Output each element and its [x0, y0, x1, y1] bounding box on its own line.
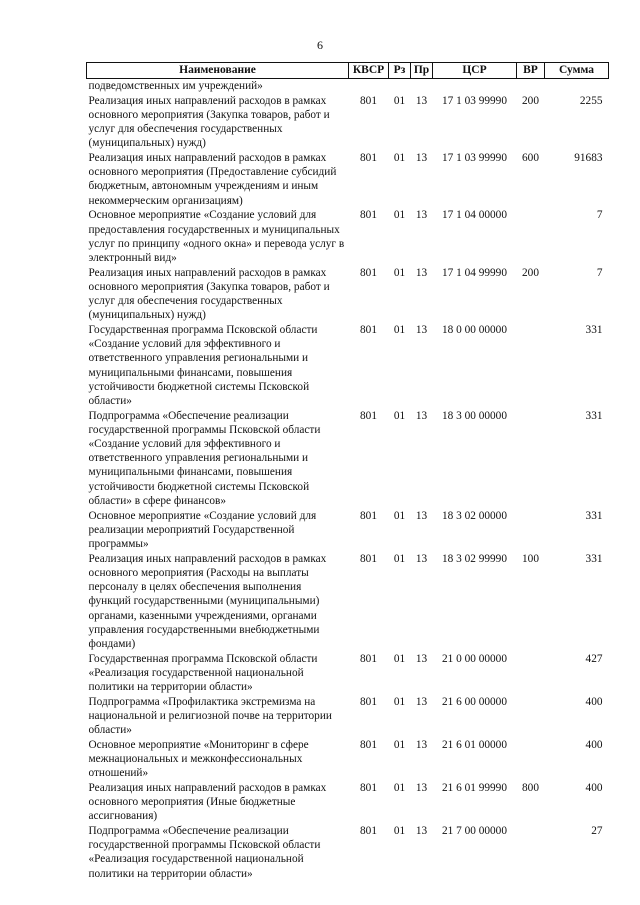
cell-kvsr: 801 [360, 323, 377, 336]
cell-pr: 13 [415, 266, 428, 279]
cell-vr [517, 652, 545, 695]
cell-pr: 13 [415, 695, 428, 708]
cell-pr: 13 [415, 209, 428, 222]
cell-sum: 427 [585, 652, 603, 665]
cell-name: Государственная программа Псковской области «Реализация государственной национальной политики на территории области» [88, 652, 318, 694]
cell-vr [517, 509, 545, 552]
cell-name: Подпрограмма «Профилактика экстремизма на национальной и религиозной почве на территории области» [88, 695, 332, 737]
cell-rz: 01 [393, 695, 406, 708]
cell-rz: 01 [393, 781, 406, 794]
cell-rz: 01 [393, 266, 406, 279]
cell-pr: 13 [415, 652, 428, 665]
cell-kvsr: 801 [360, 738, 377, 751]
cell-vr [517, 323, 545, 409]
table-row [87, 781, 609, 824]
cell-sum: 7 [596, 209, 603, 222]
table-row [87, 738, 609, 781]
cell-vr [517, 409, 545, 509]
cell-name: Подпрограмма «Обеспечение реализации государственной программы Псковской области «Реализация государственной национальной политики на территории области» [88, 825, 321, 880]
cell-rz: 01 [393, 825, 406, 838]
cell-kvsr: 801 [360, 695, 377, 708]
cell-csr: 17 1 03 99990 [442, 152, 507, 165]
cell-sum: 400 [585, 738, 603, 751]
cell-kvsr: 801 [360, 552, 377, 565]
cell-name: Реализация иных направлений расходов в рамках основного мероприятия (Закупка товаров, работ и услуг для обеспечения государственных (муниципальных) нужд) [88, 94, 330, 150]
cell-name: Подпрограмма «Обеспечение реализации государственной программы Псковской области «Создание условий для эффективного и ответственного управления региональными и муниципальными финансами, повышения устойчивости бюджетной системы Псковской области» в сфере финансов» [88, 409, 321, 507]
cell-vr [517, 79, 545, 94]
cell-kvsr: 801 [360, 509, 377, 522]
table-row [87, 208, 609, 265]
cell-vr: 600 [522, 152, 539, 165]
cell-name: Реализация иных направлений расходов в рамках основного мероприятия (Иные бюджетные ассигнования) [88, 781, 327, 823]
table-row [87, 79, 609, 94]
cell-csr [433, 79, 517, 94]
cell-kvsr: 801 [360, 266, 377, 279]
table-row [87, 824, 609, 881]
cell-rz: 01 [393, 94, 406, 107]
cell-kvsr: 801 [360, 209, 377, 222]
table-body [87, 79, 609, 882]
page-number: 6 [317, 38, 323, 52]
cell-vr [517, 824, 545, 881]
cell-vr [517, 695, 545, 738]
cell-name: Реализация иных направлений расходов в рамках основного мероприятия (Расходы на выплаты персоналу в целях обеспечения выполнения функций государственными (муниципальными) органами, казенными учреждениями, органами управления государственными внебюджетными фондами) [88, 552, 327, 650]
table-row [87, 509, 609, 552]
header-csr: ЦСР [433, 63, 517, 79]
cell-name: Реализация иных направлений расходов в рамках основного мероприятия (Предоставление субсидий бюджетным, автономным учреждениям и иным некоммерческим организациям) [88, 152, 337, 207]
cell-rz: 01 [393, 509, 406, 522]
cell-rz: 01 [393, 409, 406, 422]
cell-rz: 01 [393, 152, 406, 165]
cell-sum: 331 [585, 509, 603, 522]
table-row [87, 409, 609, 509]
cell-rz: 01 [393, 209, 406, 222]
cell-vr: 200 [522, 94, 539, 107]
cell-pr: 13 [415, 323, 428, 336]
cell-csr: 21 6 01 99990 [442, 781, 507, 794]
cell-csr: 18 3 02 00000 [442, 509, 507, 522]
cell-rz: 01 [393, 323, 406, 336]
cell-sum: 91683 [574, 152, 603, 165]
cell-name: Основное мероприятие «Создание условий для предоставления государственных и муниципальных услуг по принципу «одного окна» и перевода услуг в электронный вид» [88, 209, 345, 264]
cell-sum: 27 [591, 825, 603, 838]
budget-table-container [86, 62, 608, 881]
header-vr: ВР [517, 63, 545, 79]
cell-sum: 331 [585, 552, 603, 565]
cell-csr: 18 3 00 00000 [442, 409, 507, 422]
table-row [87, 652, 609, 695]
cell-pr: 13 [415, 152, 428, 165]
table-row [87, 266, 609, 323]
cell-kvsr: 801 [360, 94, 377, 107]
cell-pr: 13 [415, 94, 428, 107]
table-row [87, 695, 609, 738]
cell-rz: 01 [393, 652, 406, 665]
header-kvsr: КВСР [349, 63, 389, 79]
cell-vr: 200 [522, 266, 539, 279]
cell-kvsr [349, 79, 389, 94]
cell-pr: 13 [415, 552, 428, 565]
cell-pr: 13 [415, 409, 428, 422]
cell-kvsr: 801 [360, 781, 377, 794]
cell-kvsr: 801 [360, 152, 377, 165]
cell-sum: 400 [585, 695, 603, 708]
header-sum: Сумма [545, 63, 609, 79]
table-row [87, 94, 609, 151]
cell-sum: 400 [585, 781, 603, 794]
cell-rz [389, 79, 411, 94]
table-header-row [87, 63, 609, 79]
cell-vr [517, 208, 545, 265]
cell-rz: 01 [393, 738, 406, 751]
budget-table [86, 62, 609, 881]
cell-csr: 21 0 00 00000 [442, 652, 507, 665]
cell-vr [517, 738, 545, 781]
table-row [87, 323, 609, 409]
cell-csr: 21 7 00 00000 [442, 825, 507, 838]
cell-sum: 7 [596, 266, 603, 279]
cell-name: Основное мероприятие «Мониторинг в сфере межнациональных и межконфессиональных отношений» [88, 738, 309, 780]
cell-pr [411, 79, 433, 94]
cell-csr: 17 1 04 00000 [442, 209, 507, 222]
cell-pr: 13 [415, 825, 428, 838]
cell-vr: 800 [522, 781, 539, 794]
cell-csr: 21 6 01 00000 [442, 738, 507, 751]
cell-sum: 331 [585, 409, 603, 422]
cell-pr: 13 [415, 509, 428, 522]
cell-rz: 01 [393, 552, 406, 565]
cell-kvsr: 801 [360, 652, 377, 665]
header-name: Наименование [87, 63, 349, 79]
cell-csr: 21 6 00 00000 [442, 695, 507, 708]
cell-pr: 13 [415, 738, 428, 751]
cell-name: Реализация иных направлений расходов в рамках основного мероприятия (Закупка товаров, работ и услуг для обеспечения государственных (муниципальных) нужд) [88, 266, 330, 322]
cell-sum: 331 [585, 323, 603, 336]
cell-vr: 100 [522, 552, 539, 565]
header-pr: Пр [411, 63, 433, 79]
cell-kvsr: 801 [360, 825, 377, 838]
table-row [87, 151, 609, 208]
cell-csr: 18 0 00 00000 [442, 323, 507, 336]
cell-pr: 13 [415, 781, 428, 794]
cell-csr: 18 3 02 99990 [442, 552, 507, 565]
table-row [87, 552, 609, 652]
cell-sum: 2255 [579, 94, 603, 107]
cell-kvsr: 801 [360, 409, 377, 422]
header-rz: Рз [389, 63, 411, 79]
cell-sum [545, 79, 609, 94]
cell-csr: 17 1 04 99990 [442, 266, 507, 279]
cell-name: Основное мероприятие «Создание условий для реализации мероприятий Государственной программы» [88, 509, 317, 550]
cell-name: подведомственных им учреждений» [88, 80, 263, 92]
cell-name: Государственная программа Псковской области «Создание условий для эффективного и ответственного управления региональными и муниципальными финансами, повышения устойчивости бюджетной системы Псковской области» [88, 323, 318, 407]
cell-csr: 17 1 03 99990 [442, 94, 507, 107]
